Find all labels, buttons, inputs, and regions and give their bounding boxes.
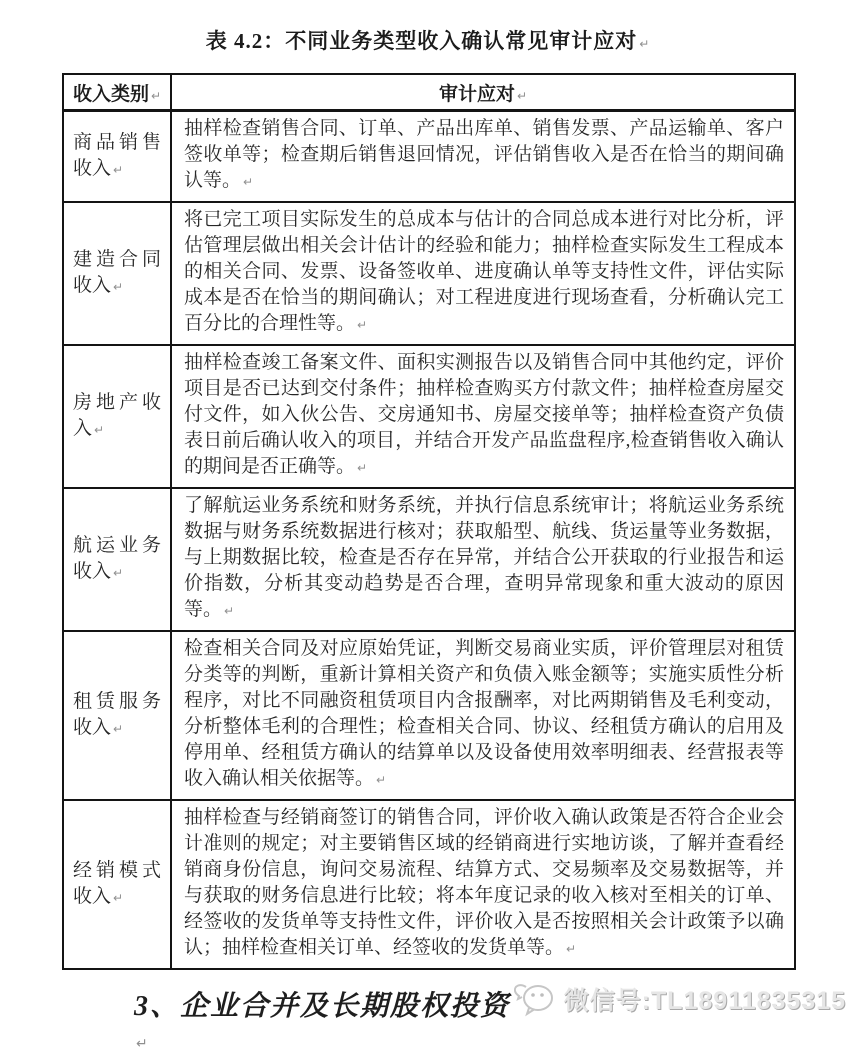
paragraph-mark-icon: ↵: [113, 280, 124, 294]
category-label: 租赁服务: [73, 691, 161, 712]
category-cell: [63, 345, 171, 488]
category-label: 收入: [73, 561, 112, 582]
header-category: [63, 74, 171, 111]
category-cell: [63, 800, 171, 969]
response-text: 将已完工项目实际发生的总成本与估计的合同总成本进行对比分析，评估管理层做出相关会计估计的经验和能力；抽样检查实际发生工程成本的相关合同、发票、设备签收单、进度确认单等支持性文件，评估实际成本是否在恰当的期间确认；对工程进度进行现场查看，分析确认完工百分比的合理性等。: [184, 209, 784, 334]
paragraph-mark-icon: ↵: [136, 1036, 150, 1052]
category-cell: [63, 111, 171, 203]
paragraph-mark-icon: ↵: [94, 423, 105, 437]
header-category-label: 收入类别: [72, 83, 149, 105]
paragraph-mark-icon: ↵: [113, 891, 124, 905]
response-text: 抽样检查销售合同、订单、产品出库单、销售发票、产品运输单、客户签收单等；检查期后销售退回情况，评估销售收入是否在恰当的期间确认等。: [184, 118, 784, 191]
paragraph-mark-icon: ↵: [150, 88, 162, 103]
paragraph-mark-icon: ↵: [357, 318, 368, 332]
paragraph-mark-icon: ↵: [224, 604, 235, 618]
category-label: 收入: [73, 158, 112, 179]
table-row-distribution-model: [63, 800, 795, 969]
table-row-leasing-service: [63, 631, 795, 800]
category-label: 收入: [73, 717, 112, 738]
paragraph-mark-icon: ↵: [357, 461, 368, 475]
category-cell: [63, 631, 171, 800]
response-cell: [171, 800, 795, 969]
response-cell: [171, 631, 795, 800]
paragraph-mark-icon: ↵: [639, 37, 651, 51]
response-text: 抽样检查竣工备案文件、面积实测报告以及销售合同中其他约定，评价项目是否已达到交付条件；抽样检查购买方付款文件；抽样检查房屋交付文件，如入伙公告、交房通知书、房屋交接单等；抽样检查资产负债表日前后确认收入的项目，并结合开发产品监盘程序,检查销售收入确认的期间是否正确等。: [184, 352, 784, 477]
category-label: 商品销售: [73, 132, 161, 153]
category-label: 入: [73, 418, 93, 439]
category-cell: [63, 202, 171, 345]
response-text: 了解航运业务系统和财务系统，并执行信息系统审计；将航运业务系统数据与财务系统数据进行核对；获取船型、航线、货运量等业务数据，与上期数据比较，检查是否存在异常，并结合公开获取的行业报告和运价指数，分析其变动趋势是否合理，查明异常现象和重大波动的原因等。: [184, 495, 784, 620]
category-label: 建造合同: [73, 249, 161, 270]
paragraph-mark-icon: ↵: [566, 942, 577, 956]
header-response: [171, 74, 795, 111]
table-title-text: 表 4.2：不同业务类型收入确认常见审计应对: [205, 29, 638, 53]
response-cell: [171, 111, 795, 203]
response-cell: [171, 202, 795, 345]
section-heading: [134, 978, 512, 1056]
response-text: 检查相关合同及对应原始凭证，判断交易商业实质，评价管理层对租赁分类等的判断，重新计算相关资产和负债入账金额等；实施实质性分析程序，对比不同融资租赁项目内含报酬率，对比两期销售及毛利变动，分析整体毛利的合理性；检查相关合同、协议、经租赁方确认的启用及停用单、经租赁方确认的结算单以及设备使用效率明细表、经营报表等收入确认相关依据等。: [184, 638, 784, 789]
category-cell: [63, 488, 171, 631]
table-row-product-sales: [63, 111, 795, 203]
header-response-label: 审计应对: [438, 83, 515, 105]
category-label: 收入: [73, 886, 112, 907]
paragraph-mark-icon: ↵: [113, 566, 124, 580]
response-text: 抽样检查与经销商签订的销售合同，评价收入确认政策是否符合企业会计准则的规定；对主要销售区域的经销商进行实地访谈，了解并查看经销商身份信息，询问交易流程、结算方式、交易频率及交易数据等，并与获取的财务信息进行比较；将本年度记录的收入核对至相关的订单、经签收的发货单等支持性文件，评价收入是否按照相关会计政策予以确认；抽样检查相关订单、经签收的发货单等。: [184, 807, 784, 958]
table-header-row: [63, 74, 795, 111]
watermark: [512, 978, 846, 1018]
paragraph-mark-icon: ↵: [113, 722, 124, 736]
category-label: 航运业务: [73, 535, 161, 556]
response-cell: [171, 488, 795, 631]
paragraph-mark-icon: ↵: [243, 175, 254, 189]
response-cell: [171, 345, 795, 488]
category-label: 经销模式: [73, 860, 161, 881]
wechat-icon: [512, 980, 558, 1018]
category-label: 房地产收: [73, 392, 161, 413]
table-row-real-estate: [63, 345, 795, 488]
table-row-shipping-business: [63, 488, 795, 631]
page-footer: [134, 978, 846, 1056]
paragraph-mark-icon: ↵: [376, 773, 387, 787]
table-title: [0, 0, 856, 55]
paragraph-mark-icon: ↵: [113, 163, 124, 177]
watermark-text: 微信号:TL18911835315: [563, 987, 846, 1015]
paragraph-mark-icon: ↵: [516, 88, 528, 103]
table-row-construction-contract: [63, 202, 795, 345]
audit-response-table: [62, 73, 796, 970]
category-label: 收入: [73, 275, 112, 296]
section-heading-text: 3、企业合并及长期股权投资: [134, 991, 511, 1022]
